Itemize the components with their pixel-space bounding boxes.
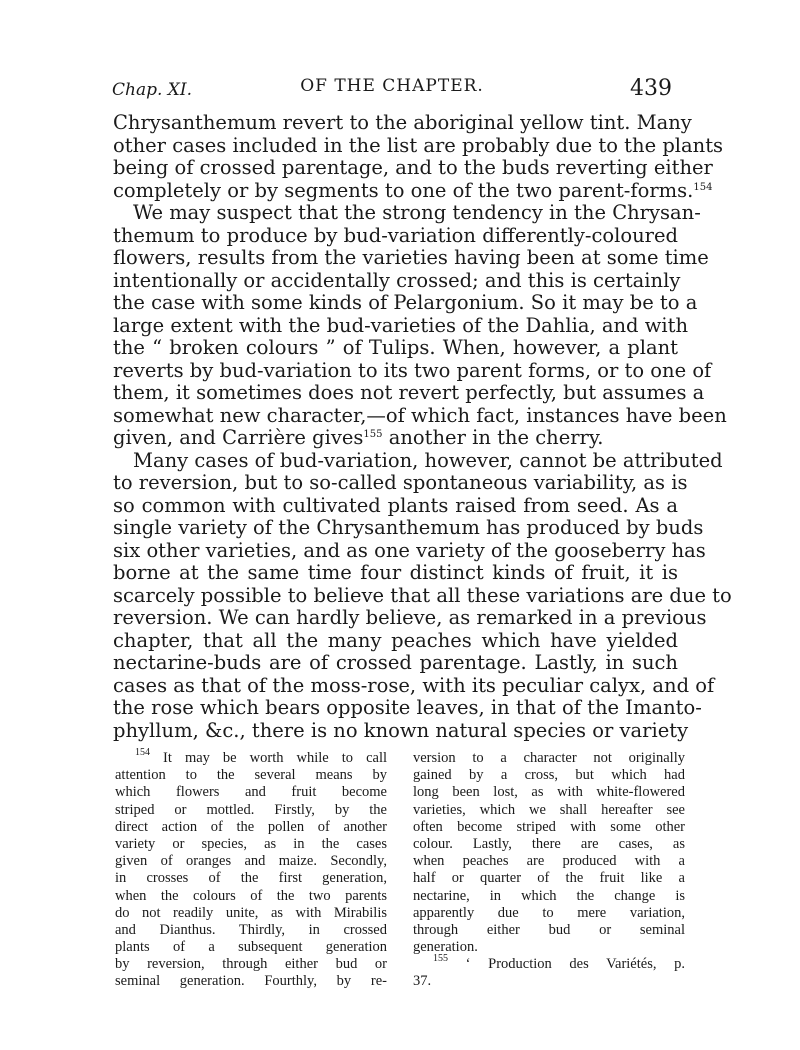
text-line: completely or by segments to one of the two parent-forms.$^{154}$	[113, 178, 713, 202]
running-title: OF THE CHAPTER.	[300, 76, 484, 96]
footnote-line: $^{155}$ ‘ Production des Variétés, p.	[433, 953, 685, 973]
footnote-line: gained by a cross, but which had	[413, 767, 685, 784]
footnote-line: colour. Lastly, there are cases, as	[413, 835, 685, 852]
text-line: phyllum, &c., there is no known natural species or variety	[113, 718, 689, 742]
text-line: We may suspect that the strong tendency in the Chrysan-	[133, 201, 701, 224]
footnote-line: apparently due to mere variation,	[413, 904, 685, 921]
text-line: Chrysanthemum revert to the aboriginal yellow tint. Many	[113, 111, 692, 134]
footnote-mark-154: 154	[135, 747, 150, 758]
text-line: other cases included in the list are probably due to the plants	[113, 133, 724, 157]
text-line: flowers, results from the varieties having been at some time	[113, 246, 709, 269]
text-line: nectarine-buds are of crossed parentage. Lastly, in such	[113, 651, 678, 674]
footnote-ref-154: 154	[693, 181, 713, 193]
text-line: given, and Carrière gives$^{155}$ another in the cherry.	[113, 426, 604, 449]
main-text	[113, 111, 732, 742]
footnote-mark-155: 155	[433, 953, 448, 965]
footnote-line: given of oranges and maize. Secondly,	[115, 853, 387, 870]
footnote-line: by reversion, through either bud or	[115, 956, 387, 973]
footnote-line: long been lost, as with white-flowered	[413, 784, 685, 801]
footnote-column-left	[115, 747, 388, 991]
footnote-line: direct action of the pollen of another	[115, 818, 387, 835]
page-number: 439	[630, 76, 672, 101]
text-line: cases as that of the moss-rose, with its peculiar calyx, and of	[113, 673, 715, 697]
running-header	[112, 76, 672, 110]
footnote-line: half or quarter of the fruit like a	[413, 870, 685, 887]
footnote-line: varieties, which we shall hereafter see	[413, 801, 685, 818]
footnote-line: nectarine, in which the change is	[413, 887, 685, 904]
footnote-line: often become striped with some other	[413, 818, 685, 835]
footnote-column-right	[413, 750, 685, 991]
footnote-line: and Dianthus. Thirdly, in crossed	[115, 921, 387, 938]
text-line: the “ broken colours ” of Tulips. When, however, a plant	[113, 336, 678, 359]
text-line: the rose which bears opposite leaves, in that of the Imanto-	[113, 696, 702, 719]
text-line: reversion. We can hardly believe, as remarked in a previous	[113, 606, 707, 629]
footnote-line: in crosses of the first generation,	[115, 870, 387, 887]
footnote-line: striped or mottled. Firstly, by the	[115, 801, 387, 818]
text-line: Many cases of bud-variation, however, cannot be attributed	[133, 448, 723, 472]
chapter-label: Chap. XI.	[112, 80, 193, 100]
footnote-line: generation.	[413, 939, 478, 956]
text-line: borne at the same time four distinct kinds of fruit, it is	[113, 561, 678, 584]
footnote-line: variety or species, as in the cases	[115, 835, 387, 852]
footnote-line: which flowers and fruit become	[115, 784, 387, 801]
footnote-line: seminal generation. Fourthly, by re-	[115, 973, 387, 990]
footnote-line: $^{154}$ It may be worth while to call	[135, 747, 388, 766]
text-line: reverts by bud-variation to its two parent forms, or to one of	[113, 358, 712, 382]
text-line: being of crossed parentage, and to the buds reverting either	[113, 156, 713, 179]
footnote-line: plants of a subsequent generation	[115, 939, 387, 956]
text-line: the case with some kinds of Pelargonium. So it may be to a	[113, 291, 698, 314]
text-line: scarcely possible to believe that all these variations are due to	[113, 583, 732, 607]
footnote-line: do not readily unite, as with Mirabilis	[115, 904, 387, 921]
text-line: to reversion, but to so-called spontaneous variability, as is	[113, 471, 688, 494]
footnote-line: attention to the several means by	[115, 767, 387, 784]
text-line: chapter, that all the many peaches which have yielded	[113, 628, 678, 652]
footnote-line: when peaches are produced with a	[413, 853, 685, 870]
text-line: somewhat new character,—of which fact, instances have been	[113, 403, 727, 427]
text-line: so common with cultivated plants raised from seed. As a	[113, 493, 678, 517]
footnote-line: through either bud or seminal	[413, 921, 685, 938]
footnote-line: when the colours of the two parents	[115, 887, 387, 904]
text-line: intentionally or accidentally crossed; and this is certainly	[113, 268, 681, 292]
text-line: large extent with the bud-varieties of the Dahlia, and with	[113, 313, 689, 337]
text-line: single variety of the Chrysanthemum has produced by buds	[113, 516, 704, 539]
text-line: themum to produce by bud-variation differently-coloured	[113, 223, 678, 247]
text-line: six other varieties, and as one variety of the gooseberry has	[113, 538, 706, 562]
footnote-line: 37.	[413, 973, 432, 990]
footnote-ref-155: 155	[363, 429, 383, 440]
footnote-line: version to a character not originally	[413, 750, 685, 766]
text-line: them, it sometimes does not revert perfectly, but assumes a	[113, 381, 705, 404]
